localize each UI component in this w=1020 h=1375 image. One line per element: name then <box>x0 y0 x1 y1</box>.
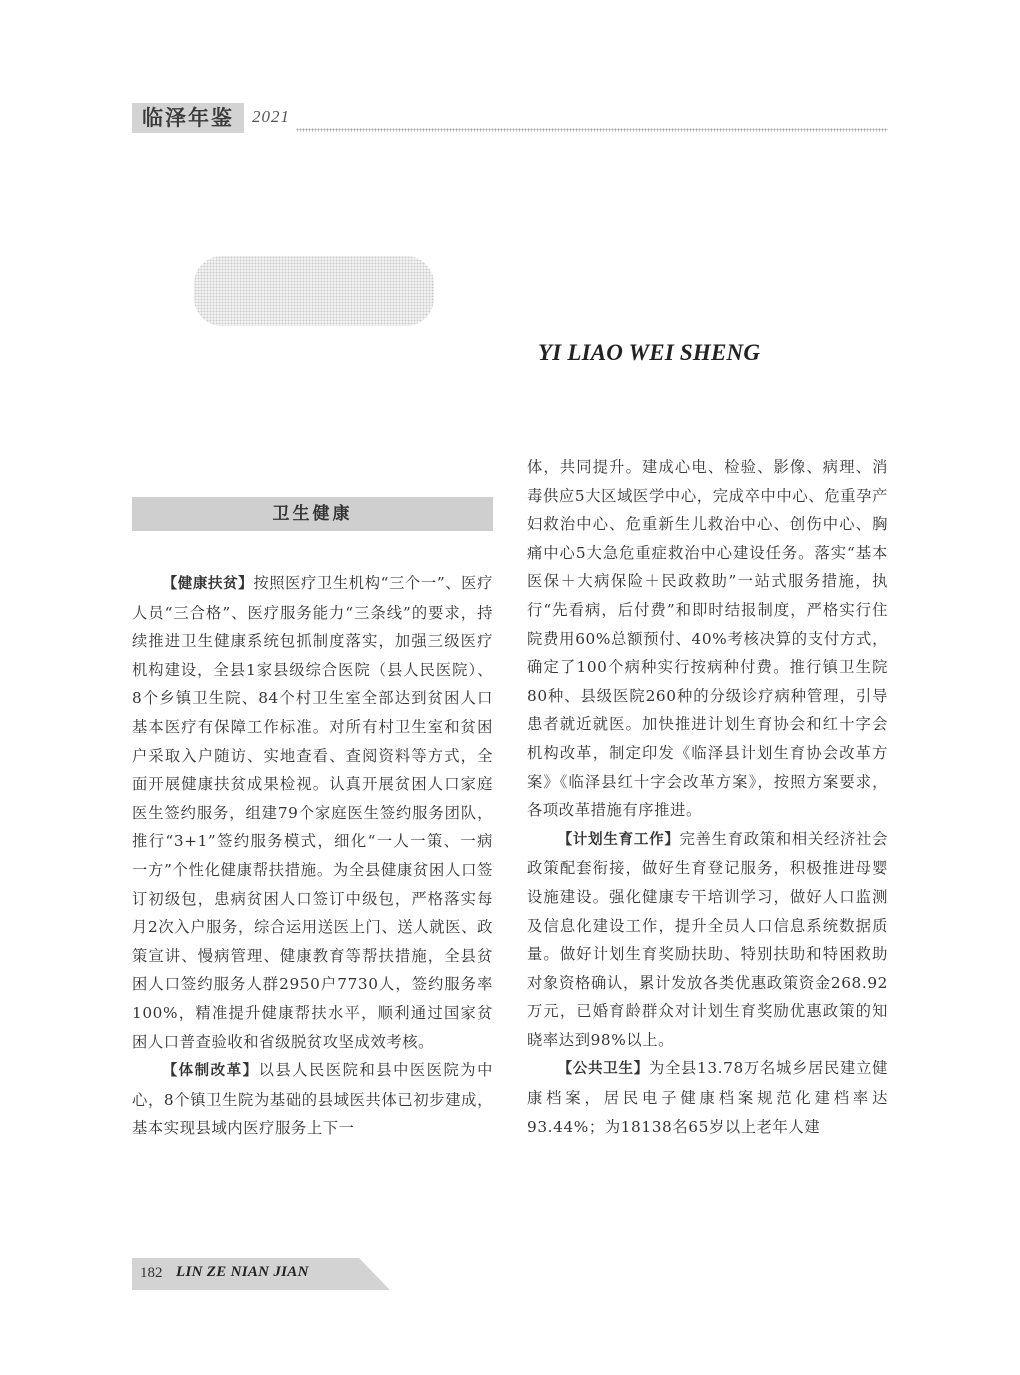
paragraph-text: 为全县13.78万名城乡居民建立健康档案，居民电子健康档案规范化建档率达93.44%；为18138名65岁以上老年人建 <box>527 1059 888 1136</box>
yearbook-logo: 临泽年鉴 <box>132 103 244 133</box>
paragraph-tag: 【健康扶贫】 <box>162 576 254 592</box>
paragraph-text: 完善生育政策和相关经济社会政策配套衔接，做好生育登记服务，积极推进母婴设施建设。强化健康专干培训学习，做好人口监测及信息化建设工作，提升全员人口信息系统数据质量。做好计划生育奖励扶助、特别扶助和特困救助对象资格确认，累计发放各类优惠政策资金268.92万元，已婚育龄群众对计划生育奖励优惠政策的知晓率达到98%以上。 <box>527 829 888 1049</box>
paragraph-public-health <box>527 1054 888 1141</box>
paragraph-system-reform <box>132 1056 493 1143</box>
left-column <box>132 569 493 1143</box>
paragraph-text: 按照医疗卫生机构“三个一”、医疗人员“三合格”、医疗服务能力“三条线”的要求，持续推进卫生健康系统包抓制度落实，加强三级医疗机构建设，全县1家县级综合医院（县人民医院）、8个乡镇卫生院、84个村卫生室全部达到贫困人口基本医疗有保障工作标准。对所有村卫生室和贫困户采取入户随访、实地查看、查阅资料等方式，全面开展健康扶贫成果检视。认真开展贫困人口家庭医生签约服务，组建79个家庭医生签约服务团队，推行“3+1”签约服务模式，细化“一人一策、一病一方”个性化健康帮扶措施。为全县健康贫困人口签订初级包，患病贫困人口签订中级包，严格落实每月2次入户服务，综合运用送医上门、送人就医、政策宣讲、慢病管理、健康教育等帮扶措施，全县贫困人口签约服务人群2950户7730人，签约服务率100%，精准提升健康帮扶水平，顺利通过国家贫困人口普查验收和省级脱贫攻坚成效考核。 <box>132 574 493 1051</box>
chapter-decoration <box>194 256 434 326</box>
paragraph-system-reform-continued: 体，共同提升。建成心电、检验、影像、病理、消毒供应5大区域医学中心，完成卒中中心、危重孕产妇救治中心、危重新生儿救治中心、创伤中心、胸痛中心5大急危重症救治中心建设任务。落实“基本医保＋大病保险＋民政救助”一站式服务措施，执行“先看病，后付费”和即时结报制度，严格实行住院费用60%总额预付、40%考核决算的支付方式，确定了100个病种实行按病种付费。推行镇卫生院80种、县级医院260种的分级诊疗病种管理，引导患者就近就医。加快推进计划生育协会和红十字会机构改革，制定印发《临泽县计划生育协会改革方案》《临泽县红十字会改革方案》，按照方案要求，各项改革措施有序推进。 <box>527 458 888 820</box>
paragraph-tag: 【计划生育工作】 <box>557 831 680 848</box>
header-year: 2021 <box>252 107 290 126</box>
paragraph-tag: 【体制改革】 <box>162 1063 259 1080</box>
section-title: 卫生健康 <box>132 497 493 531</box>
footer-title: LIN ZE NIAN JIAN <box>176 1264 309 1280</box>
paragraph-family-planning <box>527 825 888 1055</box>
page-number: 182 <box>140 1265 163 1281</box>
chapter-title: YI LIAO WEI SHENG <box>538 340 761 365</box>
right-column <box>527 453 888 1141</box>
paragraph-text: 以县人民医院和县中医医院为中心，8个镇卫生院为基础的县域医共体已初步建成，基本实现县域内医疗服务上下一 <box>132 1061 493 1138</box>
paragraph-health-poverty <box>132 569 493 1056</box>
paragraph-tag: 【公共卫生】 <box>557 1061 649 1078</box>
header-dotted-rule <box>296 128 888 132</box>
